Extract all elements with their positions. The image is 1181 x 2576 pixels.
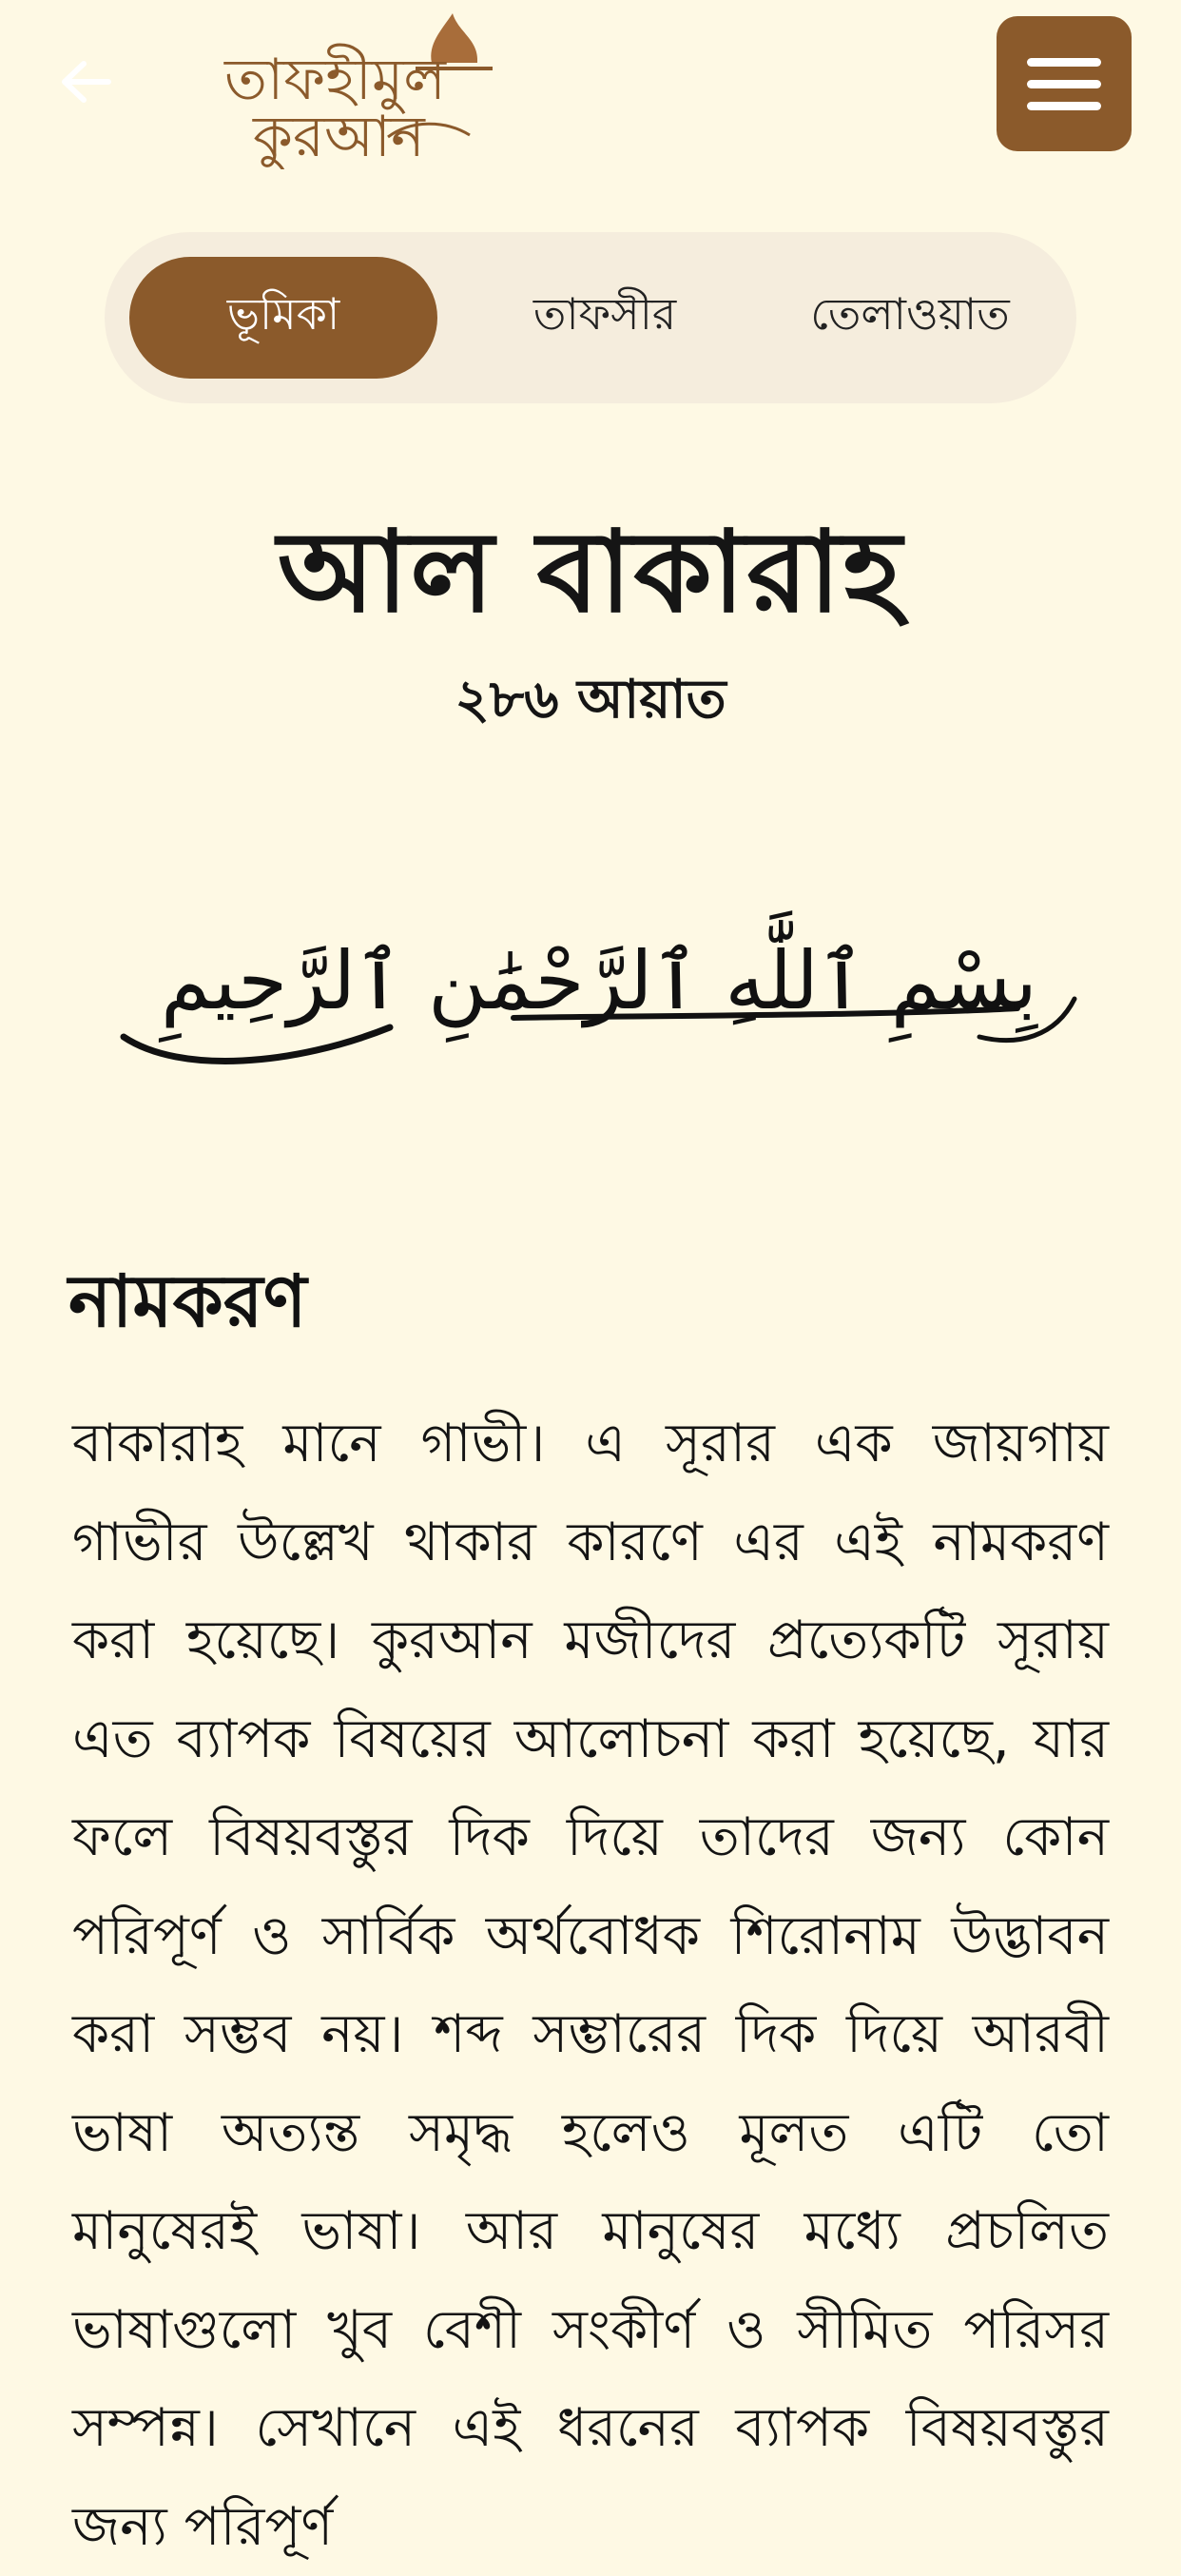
hamburger-menu-icon-bar-2	[1027, 80, 1101, 88]
app-header	[0, 0, 1181, 190]
bismillah-text: بِسْمِ ٱللَّٰهِ ٱلرَّحْمَٰنِ ٱلرَّحِيمِ	[161, 934, 1037, 1027]
arrow-left-icon	[57, 58, 114, 106]
section-heading-naming: নামকরণ	[68, 1259, 307, 1343]
surah-title: আল বাকারাহ	[277, 506, 904, 637]
section-paragraph-naming: বাকারাহ মানে গাভী। এ সূরার এক জায়গায় গাভীর উল্লেখ থাকার কারণে এর এই নামকরণ করা হয়েছে। কুরআন মজীদের প্রত্যেকটি সূরায় এত ব্যাপক বিষয়ের আলোচনা করা হয়েছে, যার ফলে বিষয়বস্তুর দিক দিয়ে তাদের জন্য কোন পরিপূর্ণ ও সার্বিক অর্থবোধক শিরোনাম উদ্ভাবন করা সম্ভব নয়। শব্দ সম্ভারের দিক দিয়ে আরবী ভাষা অত্যন্ত সমৃদ্ধ হলেও মূলত এটি তো মানুষেরই ভাষা। আর মানুষের মধ্যে প্রচলিত ভাষাগুলো খুব বেশী সংকীর্ণ ও সীমিত পরিসর সম্পন্ন। সেখানে এই ধরনের ব্যাপক বিষয়বস্তুর জন্য পরিপূর্ণ	[72, 1413, 1109, 2558]
back-button[interactable]	[48, 44, 124, 120]
app-logo	[221, 8, 534, 169]
logo-mark	[221, 8, 534, 169]
tab-tafsir[interactable]: তাফসীর	[532, 288, 677, 340]
bismillah-calligraphy	[105, 856, 1094, 1075]
logo-line-1: তাফহীমুল	[224, 47, 446, 113]
tab-recitation[interactable]: তেলাওয়াত	[810, 288, 1010, 340]
tab-bar	[105, 232, 1076, 403]
tab-introduction[interactable]: ভূমিকা	[129, 257, 437, 379]
ayah-count: ২৮৬ আয়াত	[455, 669, 726, 731]
menu-button[interactable]	[997, 16, 1132, 151]
hamburger-menu-icon	[1027, 58, 1101, 67]
logo-line-2: কুরআন	[253, 104, 425, 169]
hamburger-menu-icon-bar-3	[1027, 102, 1101, 110]
